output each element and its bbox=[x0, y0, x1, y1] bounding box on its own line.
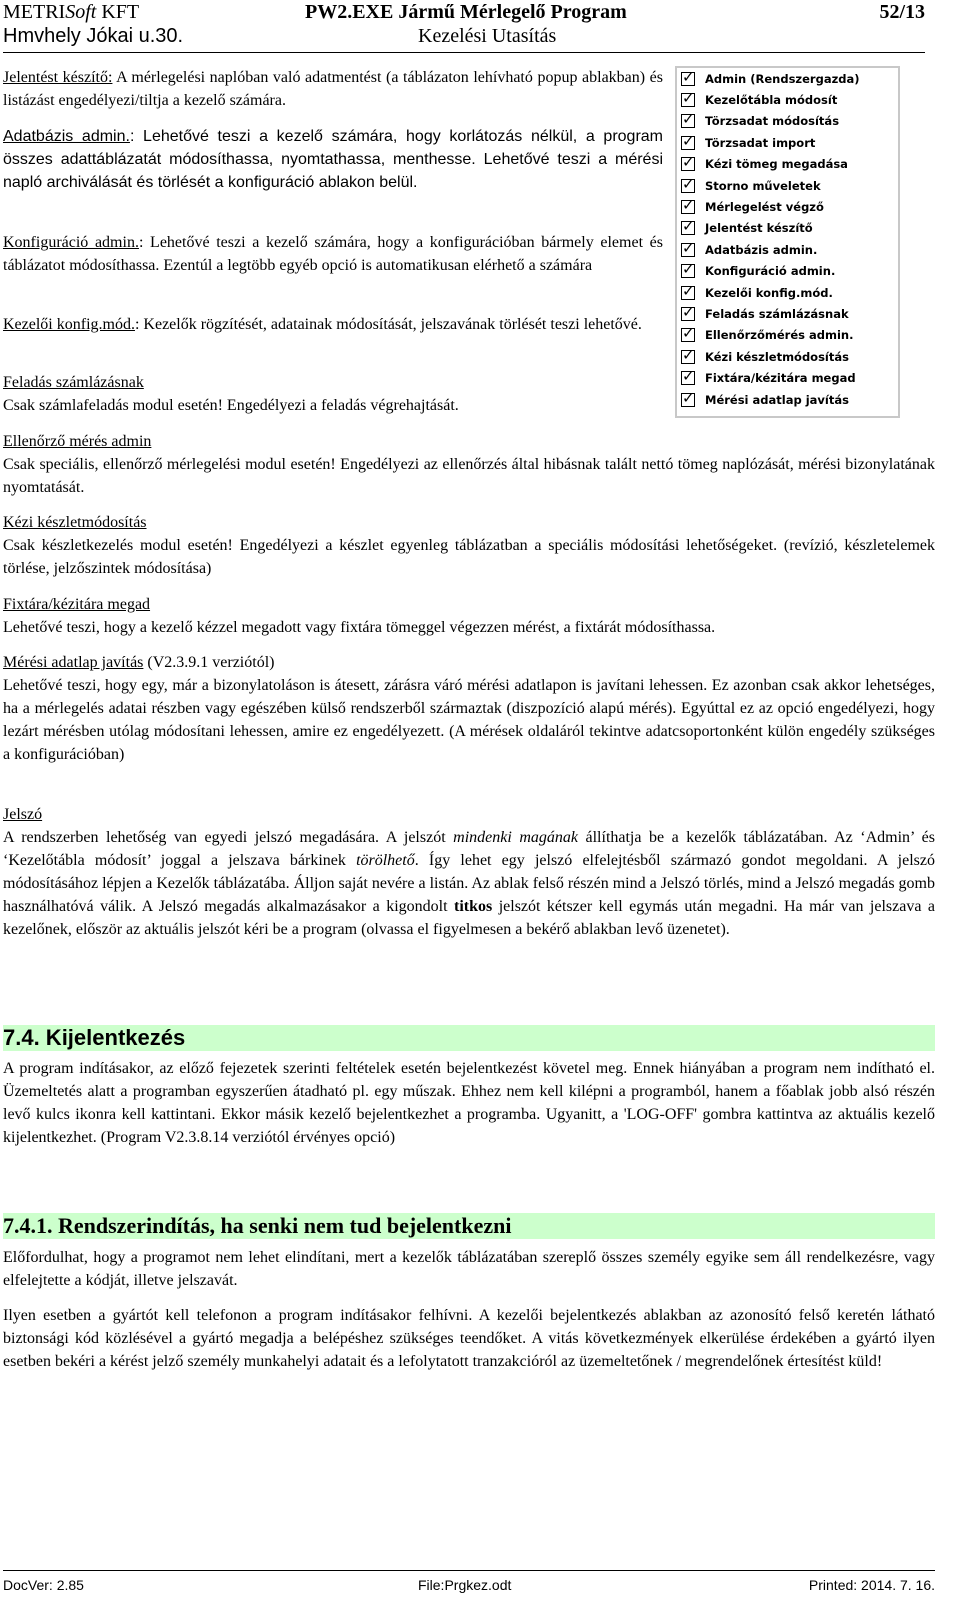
permission-label: Kézi készletmódosítás bbox=[705, 349, 849, 364]
checkbox-checked[interactable] bbox=[681, 350, 695, 364]
checkbox-checked[interactable] bbox=[681, 200, 695, 214]
permission-item[interactable] bbox=[677, 367, 898, 388]
permission-label: Mérlegelést végző bbox=[705, 200, 824, 215]
permission-label: Fixtára/kézitára megad bbox=[705, 371, 856, 386]
checkbox-checked[interactable] bbox=[681, 243, 695, 257]
page-number: 52/13 bbox=[879, 1, 925, 23]
checkbox-checked[interactable] bbox=[681, 93, 695, 107]
footer-file: File:Prgkez.odt bbox=[418, 1577, 512, 1593]
document-title: PW2.EXE Jármű Mérlegelő Program bbox=[305, 1, 627, 23]
permission-item[interactable] bbox=[677, 303, 898, 324]
checkbox-checked[interactable] bbox=[681, 286, 695, 300]
page-header bbox=[3, 0, 925, 50]
checkbox-checked[interactable] bbox=[681, 136, 695, 150]
checkbox-checked[interactable] bbox=[681, 157, 695, 171]
footer-printed: Printed: 2014. 7. 16. bbox=[808, 1577, 935, 1593]
checkbox-checked[interactable] bbox=[681, 114, 695, 128]
section-heading-7-4-1: 7.4.1. Rendszerindítás, ha senki nem tud bejelentkezni bbox=[3, 1213, 935, 1239]
checkbox-checked[interactable] bbox=[681, 307, 695, 321]
para-konfiguracio: Konfiguráció admin.: Lehetővé teszi a kezelő számára, hogy a konfigurációban bármely elemet és táblázatot módosíthassa. Ezentúl a legtöbb egyéb opció is automatikusan elérhető a számára bbox=[3, 234, 664, 274]
permission-item[interactable] bbox=[677, 218, 898, 239]
para-rendszerinditas-2: Ilyen esetben a gyártót kell telefonon a program indításakor felhívni. A kezelői bejelentkezés ablakban az azonosító felső keretén látható biztonsági kód közlésével a gyártó megadja a belépéshez szükséges teendőket. A vitás következmények elkerülése érdekében a gyártó ilyen esetben bekéri a kérést jelző személy munkahelyi adatait és a lefolytatott tranzakcióról az üzemeltetőnek / megrendelőnek értesítést küld! bbox=[3, 1307, 935, 1370]
permission-item[interactable] bbox=[677, 111, 898, 132]
permission-item[interactable] bbox=[677, 175, 898, 196]
permission-item[interactable] bbox=[677, 346, 898, 367]
header-divider bbox=[3, 52, 925, 53]
checkbox-checked[interactable] bbox=[681, 264, 695, 278]
para-adatlap: Mérési adatlap javítás (V2.3.9.1 verziótól) Lehetővé teszi, hogy egy, már a bizonylatoláson is átesett, zárásra váró mérési adatlapon is javítani lehessen. Ez azonban csak akkor lehetséges, ha a mérlegelés adatai részben vagy egészében külső rendszerből származtak (diszpozíció alapú mérés). Egyúttal ez az opció engedélyezi, hogy lezárt mérésben utólag módosítani lehessen, amire ez engedélyezett. (A mérések oldaláról tekintve adatcsoportonként külön engedély szükséges a konfigurációban) bbox=[3, 654, 935, 763]
permission-label: Admin (Rendszergazda) bbox=[705, 71, 860, 86]
permission-item[interactable] bbox=[677, 239, 898, 260]
permission-label: Feladás számlázásnak bbox=[705, 306, 849, 321]
permission-item[interactable] bbox=[677, 282, 898, 303]
footer-divider bbox=[3, 1570, 935, 1571]
para-jelszo: Jelszó A rendszerben lehetőség van egyedi jelszó megadására. A jelszót mindenki magának állíthatja be a kezelők táblázatában. Az ‘Admin’ és ‘Kezelőtábla módosít’ joggal a jelszava bárkinek törölhető. Így lehet egy jelszó elfelejtésből származó gondot megoldani. A jelszó módosításához lépjen a Kezelők táblázatába. Álljon saját nevére a listán. Az ablak felső részén mind a Jelszó törlés, mind a Jelszó megadás gomb használhatóvá válik. A Jelszó megadás alkalmazásakor a kigondolt titkos jelszót kétszer kell egymás után megadni. Ha már van jelszava a kezelőnek, először az aktuális jelszót kéri be a program (olvassa el figyelmesen a bekérő ablakban levő üzenetet). bbox=[3, 806, 936, 938]
permission-label: Törzsadat import bbox=[705, 135, 816, 150]
footer-docver: DocVer: 2.85 bbox=[3, 1577, 84, 1593]
permissions-panel bbox=[675, 66, 900, 418]
permission-item[interactable] bbox=[677, 196, 898, 217]
company-address: Hmvhely Jókai u.30. bbox=[3, 25, 184, 47]
checkbox-checked[interactable] bbox=[681, 221, 695, 235]
permission-label: Kezelői konfig.mód. bbox=[705, 285, 833, 300]
permission-label: Törzsadat módosítás bbox=[705, 114, 840, 129]
permission-item[interactable] bbox=[677, 154, 898, 175]
permission-item[interactable] bbox=[677, 68, 898, 89]
permission-label: Jelentést készítő bbox=[705, 221, 813, 236]
para-kijelentkezes: A program indításakor, az előző fejezetek szerinti feltételek esetén bejelentkezést követel meg. Ennek hiányában a program nem indítható el. Üzemeltetés alatt a programban egyszerűen átadható pl. egy műszak. Ehhez nem kell kilépni a programból, hanem a főablak jobb alsó részén levő kulcs ikonra kell kattintani. Ekkor másik kezelő bejelentkezhet a programba. Ugyanitt, a 'LOG-OFF' gombra kattintva az aktuális kezelő kijelentkezhet. (Program V2.3.8.14 verziótól érvényes opció) bbox=[3, 1060, 935, 1146]
permission-item[interactable] bbox=[677, 132, 898, 153]
checkbox-checked[interactable] bbox=[681, 371, 695, 385]
permission-item[interactable] bbox=[677, 325, 898, 346]
permission-label: Kezelőtábla módosít bbox=[705, 93, 838, 108]
permission-label: Mérési adatlap javítás bbox=[705, 392, 849, 407]
para-adatbazis: Adatbázis admin.: Lehetővé teszi a kezelő számára, hogy korlátozás nélkül, a program összes adattáblázatát módosíthassa, nyomtathassa, menthesse. Lehetővé teszi a mérési napló archiválását és törlését a konfiguráció ablakon belül. bbox=[3, 128, 664, 191]
section-heading-7-4: 7.4. Kijelentkezés bbox=[3, 1025, 935, 1051]
permission-label: Konfiguráció admin. bbox=[705, 264, 836, 279]
document-subtitle: Kezelési Utasítás bbox=[418, 25, 557, 47]
para-jelentes: Jelentést készítő: A mérlegelési naplóban való adatmentést (a táblázaton lehívható popup ablakban) és listázást engedélyezi/tiltja a kezelő számára. bbox=[3, 69, 663, 109]
company-name: METRISoft KFT bbox=[3, 1, 140, 23]
permission-item[interactable] bbox=[677, 389, 898, 410]
para-rendszerinditas-1: Előfordulhat, hogy a programot nem lehet elindítani, mert a kezelők táblázatában szereplő összes személy egyike sem áll rendelkezésre, vagy elfelejtette a kódját, illetve jelszavát. bbox=[3, 1249, 935, 1289]
para-feladas: Feladás számlázásnak Csak számlafeladás modul esetén! Engedélyezi a feladás végrehajtását. bbox=[3, 374, 459, 414]
permission-item[interactable] bbox=[677, 89, 898, 110]
permission-label: Storno műveletek bbox=[705, 178, 821, 193]
para-ellenorzo: Ellenőrző mérés admin Csak speciális, ellenőrző mérlegelési modul esetén! Engedélyezi az ellenőrzés által hibásnak talált nettó tömeg naplózását, mérési bizonylatának nyomtatását. bbox=[3, 433, 935, 496]
para-kezeloi-konfig: Kezelői konfig.mód.: Kezelők rögzítését, adatainak módosítását, jelszavának törlését teszi lehetővé. bbox=[3, 316, 642, 333]
checkbox-checked[interactable] bbox=[681, 393, 695, 407]
checkbox-checked[interactable] bbox=[681, 179, 695, 193]
permission-item[interactable] bbox=[677, 261, 898, 282]
permission-label: Kézi tömeg megadása bbox=[705, 157, 848, 172]
checkbox-checked[interactable] bbox=[681, 328, 695, 342]
para-keszlet: Kézi készletmódosítás Csak készletkezelés modul esetén! Engedélyezi a készlet egyenleg táblázatban a speciális módosítási lehetőségeket. (revízió, készletelemek törlése, jelzőszintek módosítása) bbox=[3, 514, 935, 577]
para-fixtara: Fixtára/kézitára megad Lehetővé teszi, hogy a kezelő kézzel megadott vagy fixtára tömeggel végezzen mérést, a fixtárát módosíthassa. bbox=[3, 596, 716, 636]
checkbox-checked[interactable] bbox=[681, 72, 695, 86]
permission-label: Ellenőrzőmérés admin. bbox=[705, 328, 854, 343]
permission-label: Adatbázis admin. bbox=[705, 242, 818, 257]
